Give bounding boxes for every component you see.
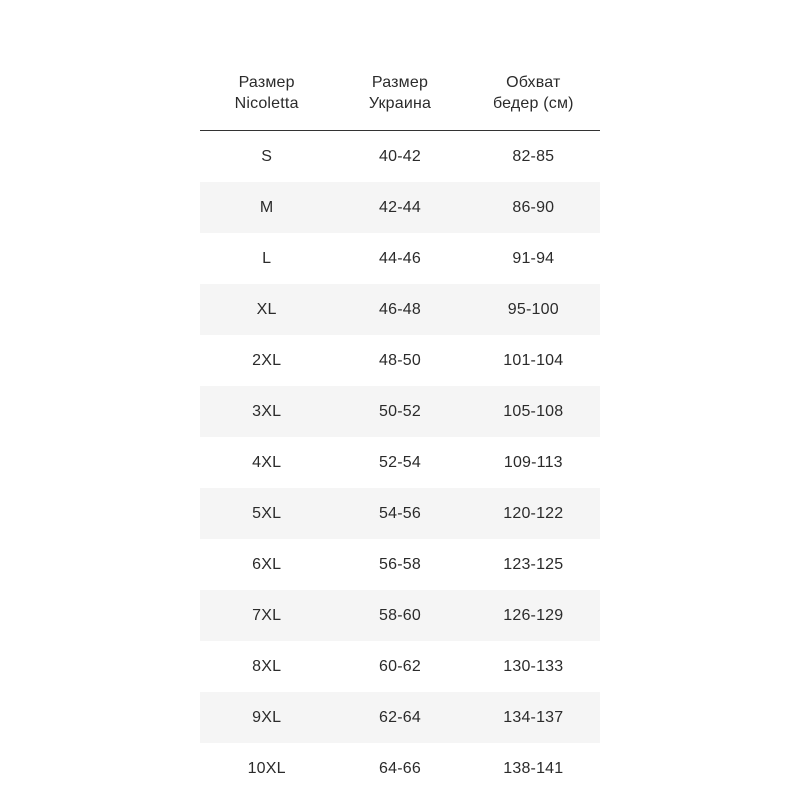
header-hip-girth (467, 60, 600, 130)
cell-size-nicoletta: 3XL (252, 402, 282, 420)
cell-size-ukraine: 40-42 (379, 147, 421, 165)
cell-size-nicoletta: 8XL (252, 657, 282, 675)
header-label: Размер (238, 74, 295, 91)
cell-size-nicoletta: M (259, 198, 274, 216)
cell-hip-girth: 138-141 (503, 759, 564, 777)
cell-size-nicoletta: 9XL (252, 708, 282, 726)
table-row (200, 131, 600, 182)
cell-size-ukraine: 60-62 (379, 657, 421, 675)
table-row (200, 743, 600, 794)
cell-size-ukraine: 44-46 (379, 249, 421, 267)
cell-size-ukraine: 64-66 (379, 759, 421, 777)
header-size-ukraine (333, 60, 466, 130)
cell-hip-girth: 126-129 (503, 606, 564, 624)
cell-size-ukraine: 58-60 (379, 606, 421, 624)
header-size-nicoletta (200, 60, 333, 130)
header-label: бедер (см) (492, 95, 574, 112)
header-label: Размер (371, 74, 429, 91)
cell-size-nicoletta: XL (256, 300, 277, 318)
cell-size-nicoletta: 4XL (252, 453, 282, 471)
cell-size-ukraine: 50-52 (379, 402, 421, 420)
cell-size-nicoletta: 2XL (252, 351, 282, 369)
table-header (200, 60, 600, 131)
cell-hip-girth: 95-100 (507, 300, 559, 318)
cell-size-ukraine: 46-48 (379, 300, 421, 318)
table-row (200, 590, 600, 641)
cell-size-nicoletta: L (262, 249, 272, 267)
cell-hip-girth: 91-94 (512, 249, 555, 267)
cell-size-nicoletta: 7XL (252, 606, 282, 624)
cell-size-nicoletta: 5XL (252, 504, 282, 522)
cell-hip-girth: 109-113 (503, 453, 563, 471)
cell-size-ukraine: 56-58 (379, 555, 421, 573)
table-row (200, 284, 600, 335)
header-label: Обхват (506, 74, 561, 91)
cell-size-ukraine: 54-56 (379, 504, 421, 522)
cell-size-ukraine: 52-54 (379, 453, 421, 471)
cell-hip-girth: 130-133 (503, 657, 564, 675)
table-row (200, 488, 600, 539)
cell-size-ukraine: 48-50 (379, 351, 421, 369)
cell-hip-girth: 134-137 (503, 708, 564, 726)
cell-hip-girth: 105-108 (503, 402, 564, 420)
header-label: Nicoletta (234, 95, 299, 112)
cell-hip-girth: 86-90 (512, 198, 555, 216)
table-row (200, 233, 600, 284)
cell-hip-girth: 123-125 (503, 555, 564, 573)
table-row (200, 386, 600, 437)
cell-size-nicoletta: 10XL (247, 759, 286, 777)
header-label: Украина (368, 95, 432, 112)
table-row (200, 437, 600, 488)
size-chart-table (200, 60, 600, 794)
cell-size-ukraine: 62-64 (379, 708, 421, 726)
cell-size-nicoletta: 6XL (252, 555, 282, 573)
table-row (200, 641, 600, 692)
cell-hip-girth: 101-104 (503, 351, 564, 369)
table-row (200, 335, 600, 386)
table-row (200, 182, 600, 233)
cell-hip-girth: 120-122 (503, 504, 564, 522)
cell-size-ukraine: 42-44 (379, 198, 421, 216)
table-row (200, 692, 600, 743)
cell-hip-girth: 82-85 (512, 147, 555, 165)
cell-size-nicoletta: S (261, 147, 273, 165)
table-row (200, 539, 600, 590)
